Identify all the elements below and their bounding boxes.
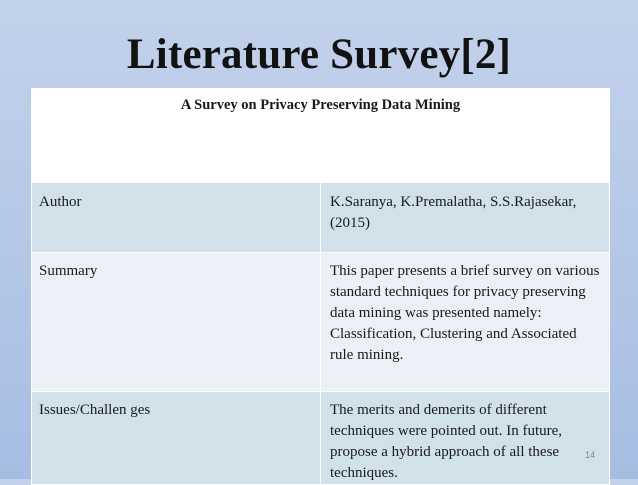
- table-row-issues: [32, 392, 610, 485]
- table-header-row: [32, 89, 610, 183]
- slide-title: Literature Survey[2]: [126, 31, 512, 78]
- page-number: 14: [585, 450, 596, 460]
- row-value-summary: This paper presents a brief survey on various standard techniques for privacy preserving data mining was presented namely: Classification, Clustering and Associated rule mining.: [321, 253, 610, 392]
- table-header-cell: [32, 89, 610, 183]
- table-row-summary: [32, 253, 610, 392]
- survey-table: [31, 88, 610, 485]
- row-label-summary: Summary: [32, 253, 321, 392]
- row-value-author: K.Saranya, K.Premalatha, S.S.Rajasekar, (2015): [321, 183, 610, 253]
- row-label-author: Author: [32, 183, 321, 253]
- row-value-issues: The merits and demerits of different techniques were pointed out. In future, propose a hybrid approach of all these techniques.: [321, 392, 610, 485]
- row-label-issues: Issues/Challen ges: [32, 392, 321, 485]
- table-header-text: A Survey on Privacy Preserving Data Mining: [180, 97, 461, 113]
- table-row-author: [32, 183, 610, 253]
